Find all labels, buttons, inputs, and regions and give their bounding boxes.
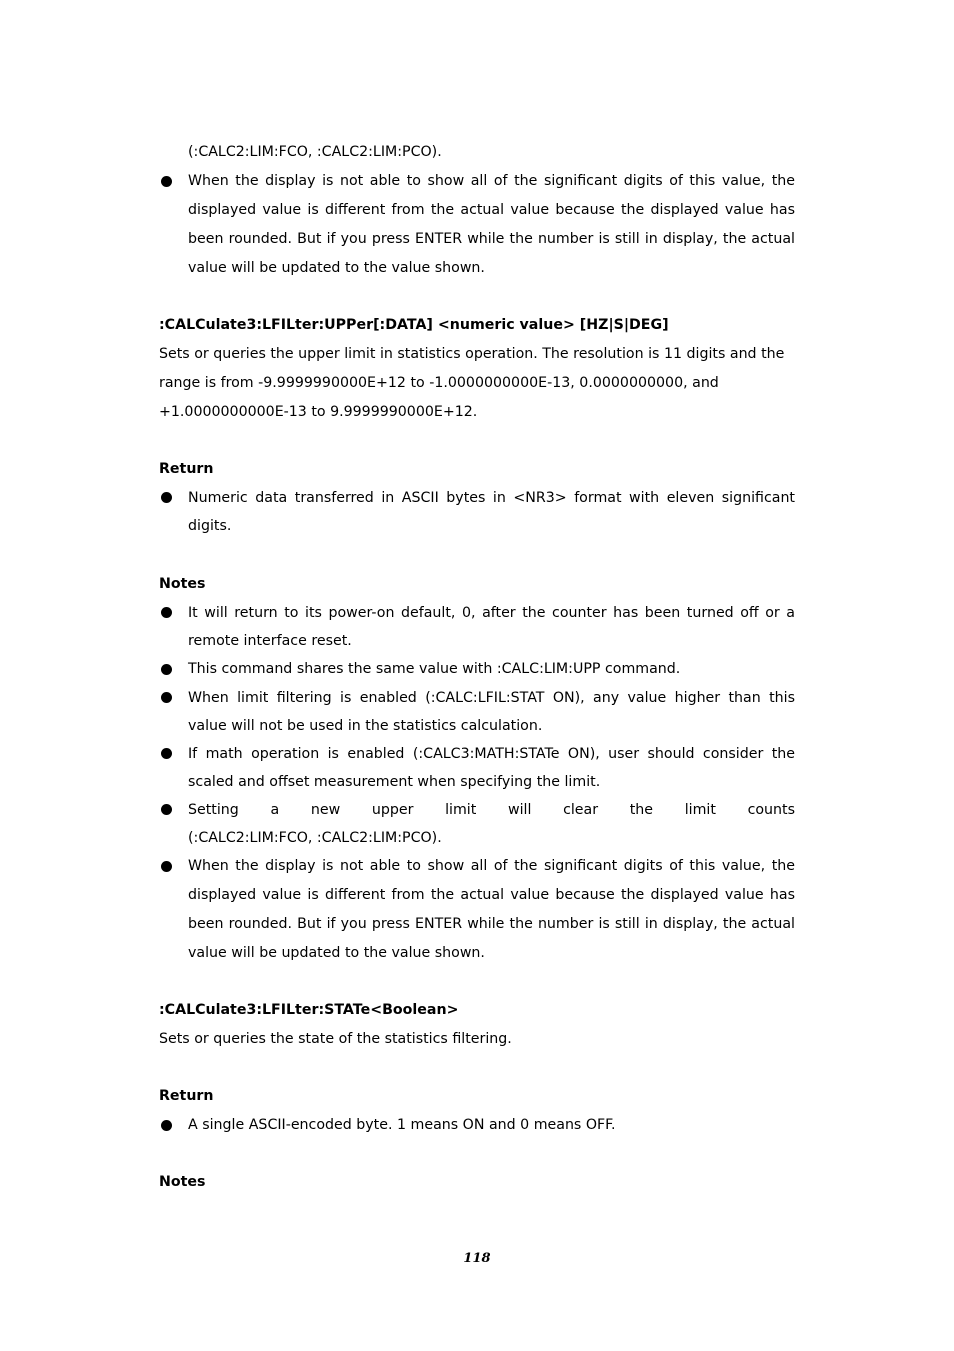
bullet-icon [161,607,172,618]
section-heading-upper: :CALCulate3:LFILter:UPPer[:DATA] <numeric value> [HZ|S|DEG] [159,317,669,333]
section-heading-state: :CALCulate3:LFILter:STATe<Boolean> [159,1002,459,1018]
return-bullet-list [159,1111,795,1140]
bullet-icon [161,861,172,872]
bullet-text: When the display is not able to show all of the significant digits of this value, the displayed value is different from the actual value because the displayed value has been rounded. But if you press ENTER while the number is still in display, the actual value will be updated to the value shown. [188,173,795,276]
bullet-icon [161,1120,172,1131]
bullet-text: Numeric data transferred in ASCII bytes in <NR3> format with eleven significant digits. [188,490,795,534]
list-item [159,167,795,283]
page-number: 118 [463,1251,491,1266]
bullet-icon [161,692,172,703]
bullet-icon [161,176,172,187]
description-line: Sets or queries the state of the statistics filtering. [159,1031,512,1047]
list-item [159,1111,795,1140]
document-page [159,138,795,1197]
notes-heading: Notes [159,1174,206,1190]
continuation-text: (:CALC2:LIM:FCO, :CALC2:LIM:PCO). [188,144,442,160]
bullet-icon [161,492,172,503]
bullet-text: If math operation is enabled (:CALC3:MATH:STATe ON), user should consider the scaled and offset measurement when specifying the limit. [188,746,795,790]
notes-heading: Notes [159,576,206,592]
bullet-text: This command shares the same value with :CALC:LIM:UPP command. [188,661,681,677]
list-item [159,740,795,796]
bullet-text: When limit filtering is enabled (:CALC:LFIL:STAT ON), any value higher than this value will not be used in the statistics calculation. [188,690,795,734]
description-line: +1.0000000000E-13 to 9.9999990000E+12. [159,404,478,420]
return-bullet-list [159,484,795,540]
description-line: Sets or queries the upper limit in statistics operation. The resolution is 11 digits and the [159,346,785,362]
list-item [159,655,795,684]
bullet-text: A single ASCII-encoded byte. 1 means ON and 0 means OFF. [188,1117,616,1133]
bullet-text: When the display is not able to show all of the significant digits of this value, the displayed value is different from the actual value because the displayed value has been rounded. But if you press ENTER while the number is still in display, the actual value will be updated to the value shown. [188,858,795,961]
list-item [159,796,795,852]
bullet-icon [161,664,172,675]
bullet-text: It will return to its power-on default, 0, after the counter has been turned off or a remote interface reset. [188,605,795,649]
list-item [159,599,795,655]
return-heading: Return [159,461,214,477]
list-item [159,852,795,968]
bullet-icon [161,804,172,815]
top-bullet-list [159,167,795,283]
return-heading: Return [159,1088,214,1104]
notes-bullet-list [159,599,795,968]
description-line: range is from -9.9999990000E+12 to -1.0000000000E-13, 0.0000000000, and [159,375,719,391]
list-item [159,684,795,740]
bullet-icon [161,748,172,759]
list-item [159,484,795,540]
bullet-text: Setting a new upper limit will clear the limit counts [188,802,795,818]
bullet-text-line2: (:CALC2:LIM:FCO, :CALC2:LIM:PCO). [188,830,442,846]
